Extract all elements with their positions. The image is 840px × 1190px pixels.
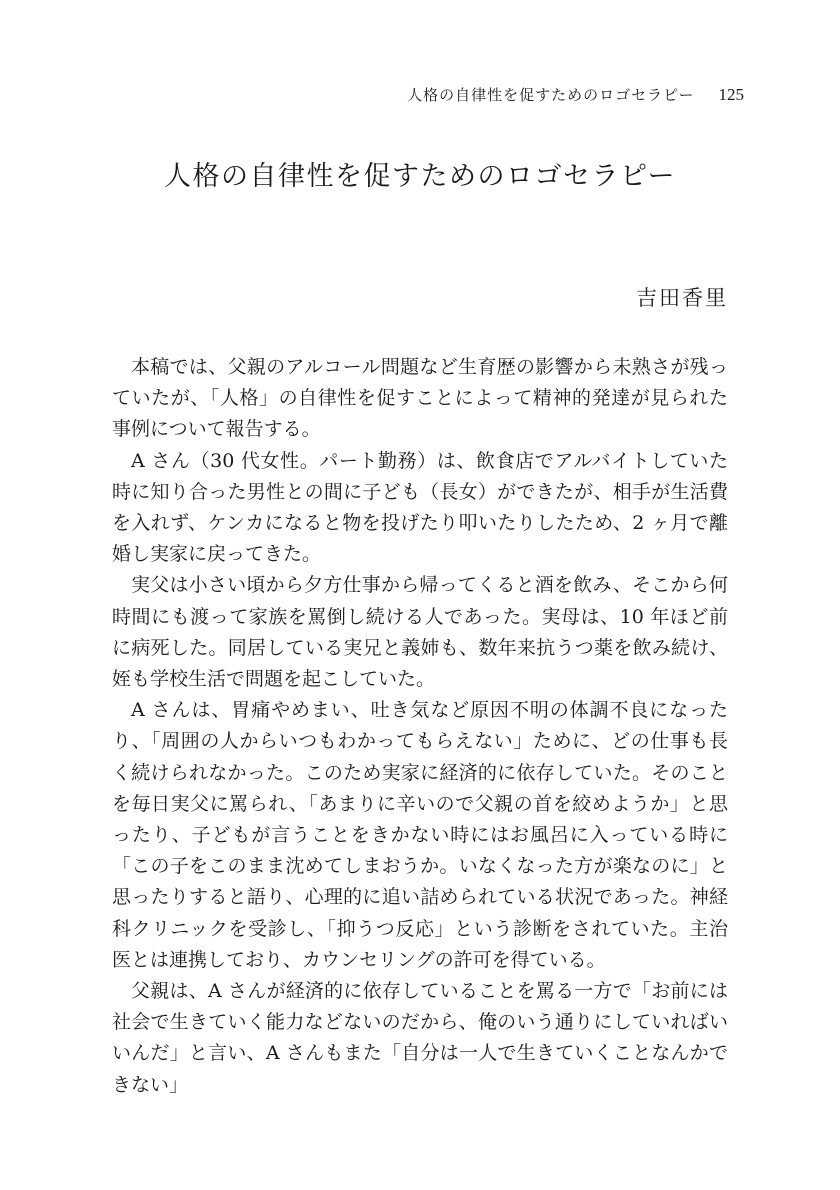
article-title: 人格の自律性を促すためのロゴセラピー [164, 161, 676, 192]
page-number: 125 [718, 85, 744, 104]
running-title: 人格の自律性を促すためのロゴセラピー [407, 86, 695, 104]
paragraph: 父親は、A さんが経済的に依存していることを罵る一方で「お前には社会で生きていく能力などないのだから、俺のいう通りにしていればいいんだ」と言い、A さんもまた「自分は一人で生きていくことなんかできない」 [112, 980, 728, 1096]
paragraph: 実父は小さい頃から夕方仕事から帰ってくると酒を飲み、そこから何時間にも渡って家族を罵倒し続ける人であった。実母は、10 年ほど前に病死した。同居している実兄と義姉も、数年来抗うつ薬を飲み続け、姪も学校生活で問題を起こしていた。 [112, 574, 728, 691]
running-header [407, 84, 744, 105]
article-body [112, 352, 728, 1101]
author-name: 吉田香里 [636, 286, 728, 310]
paragraph: A さんは、胃痛やめまい、吐き気など原因不明の体調不良になったり、「周囲の人からいつもわかってもらえない」ために、どの仕事も長く続けられなかった。このため実家に経済的に依存していた。そのことを毎日実父に罵られ、「あまりに辛いので父親の首を絞めようか」と思ったり、子どもが言うことをきかない時にはお風呂に入っている時に「この子をこのまま沈めてしまおうか。いなくなった方が楽なのに」と思ったりすると語り、心理的に追い詰められている状況であった。神経科クリニックを受診し、「抑うつ反応」という診断をされていた。主治医とは連携しており、カウンセリングの許可を得ている。 [112, 699, 728, 971]
paragraph: A さん（30 代女性。パート勤務）は、飲食店でアルバイトしていた時に知り合った男性との間に子ども（長女）ができたが、相手が生活費を入れず、ケンカになると物を投げたり叩いたりしたため、2 ヶ月で離婚し実家に戻ってきた。 [112, 449, 728, 566]
paragraph: 本稿では、父親のアルコール問題など生育歴の影響から未熟さが残っていたが、「人格」の自律性を促すことによって精神的発達が見られた事例について報告する。 [112, 356, 728, 441]
